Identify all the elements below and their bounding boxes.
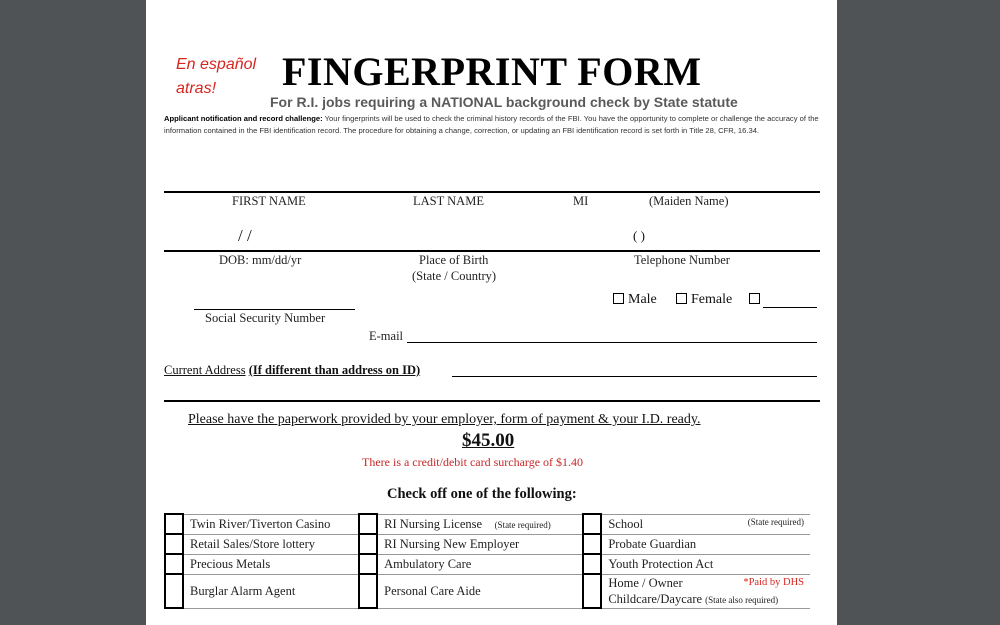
spanish-link[interactable]: En español xyxy=(176,56,257,73)
first-name-label: FIRST NAME xyxy=(232,194,306,208)
option-probate-guardian: Probate Guardian xyxy=(601,534,810,554)
phone-area-code: ( ) xyxy=(633,228,645,243)
table-row xyxy=(165,554,810,574)
card-surcharge-note: There is a credit/debit card surcharge of $1.40 xyxy=(362,455,584,469)
form-subtitle: For R.I. jobs requiring a NATIONAL background check by State statute xyxy=(270,94,738,110)
telephone-label: Telephone Number xyxy=(634,253,730,267)
ssn-label: Social Security Number xyxy=(205,311,326,325)
option-ri-nursing-license xyxy=(377,514,583,534)
state-also-required-note: (State also required) xyxy=(705,594,779,605)
ssn-input-line[interactable] xyxy=(194,309,355,310)
state-required-note: (State required) xyxy=(747,516,804,527)
current-address-line[interactable] xyxy=(452,376,817,377)
option-label: RI Nursing License xyxy=(384,516,483,531)
table-row xyxy=(165,574,810,608)
divider-third xyxy=(164,400,820,402)
option-checkbox[interactable] xyxy=(359,514,377,534)
option-home-childcare xyxy=(601,574,810,608)
fee-amount: $45.00 xyxy=(462,430,515,451)
option-checkbox[interactable] xyxy=(359,534,377,554)
other-gender-option[interactable] xyxy=(749,292,764,308)
notice-body: Your fingerprints will be used to check the criminal history records of the FBI. You have the opportunity to complete or challenge the accuracy of the information contained in the FBI identification record. The procedure for obtaining a change, correction, or updating an FBI identification record is set forth in Title 28, CFR, 16.34. xyxy=(164,114,819,135)
mi-label: MI xyxy=(573,194,589,208)
email-label: E-mail xyxy=(369,329,404,343)
notice-heading: Applicant notification and record challenge: xyxy=(164,114,323,123)
option-personal-care-aide: Personal Care Aide xyxy=(377,574,583,608)
option-ambulatory-care: Ambulatory Care xyxy=(377,554,583,574)
option-checkbox[interactable] xyxy=(583,534,601,554)
option-checkbox[interactable] xyxy=(359,574,377,608)
option-checkbox[interactable] xyxy=(165,514,183,534)
option-label: School xyxy=(608,516,644,531)
option-checkbox[interactable] xyxy=(583,554,601,574)
option-youth-protection-act: Youth Protection Act xyxy=(601,554,810,574)
current-address-label xyxy=(164,363,420,378)
other-gender-checkbox[interactable] xyxy=(749,293,760,304)
female-checkbox[interactable] xyxy=(676,293,687,304)
option-ri-nursing-new-employer: RI Nursing New Employer xyxy=(377,534,583,554)
check-off-heading: Check off one of the following: xyxy=(387,486,577,502)
place-of-birth-label: Place of Birth xyxy=(419,253,489,267)
female-label: Female xyxy=(691,292,733,307)
table-row xyxy=(165,534,810,554)
home-owner-line xyxy=(608,575,804,591)
option-label: Childcare/Daycare xyxy=(608,591,703,606)
option-twin-river: Twin River/Tiverton Casino xyxy=(183,514,359,534)
paid-by-dhs-note: *Paid by DHS xyxy=(743,576,804,588)
option-label: Home / Owner xyxy=(608,575,683,590)
option-checkbox[interactable] xyxy=(359,554,377,574)
maiden-name-label: (Maiden Name) xyxy=(649,194,729,208)
state-country-label: (State / Country) xyxy=(412,269,497,283)
male-checkbox[interactable] xyxy=(613,293,624,304)
if-different-note: (If different than address on ID) xyxy=(248,363,421,377)
other-gender-line[interactable] xyxy=(763,307,817,308)
applicant-notice xyxy=(164,113,822,136)
dob-slashes: / / xyxy=(238,226,252,245)
state-required-note: (State required) xyxy=(494,519,551,530)
option-checkbox[interactable] xyxy=(165,574,183,608)
divider-second xyxy=(164,250,820,252)
email-input-line[interactable] xyxy=(407,342,817,343)
current-address-text: Current Address xyxy=(164,363,246,377)
purpose-options-table xyxy=(164,513,810,609)
dob-label: DOB: mm/dd/yr xyxy=(219,253,302,267)
male-option[interactable] xyxy=(613,292,657,308)
option-precious-metals: Precious Metals xyxy=(183,554,359,574)
option-checkbox[interactable] xyxy=(583,514,601,534)
childcare-line xyxy=(608,591,804,608)
table-row xyxy=(165,514,810,534)
option-school xyxy=(601,514,810,534)
option-checkbox[interactable] xyxy=(583,574,601,608)
female-option[interactable] xyxy=(676,292,732,308)
divider-top xyxy=(164,191,820,193)
option-checkbox[interactable] xyxy=(165,534,183,554)
option-retail-sales: Retail Sales/Store lottery xyxy=(183,534,359,554)
fingerprint-form-page xyxy=(146,0,837,625)
option-checkbox[interactable] xyxy=(165,554,183,574)
last-name-label: LAST NAME xyxy=(413,194,484,208)
paperwork-instruction: Please have the paperwork provided by your employer, form of payment & your I.D. ready. xyxy=(188,412,701,427)
option-burglar-alarm-agent: Burglar Alarm Agent xyxy=(183,574,359,608)
male-label: Male xyxy=(628,292,657,307)
back-link[interactable]: atras! xyxy=(176,80,217,97)
form-title: FINGERPRINT FORM xyxy=(282,49,702,94)
